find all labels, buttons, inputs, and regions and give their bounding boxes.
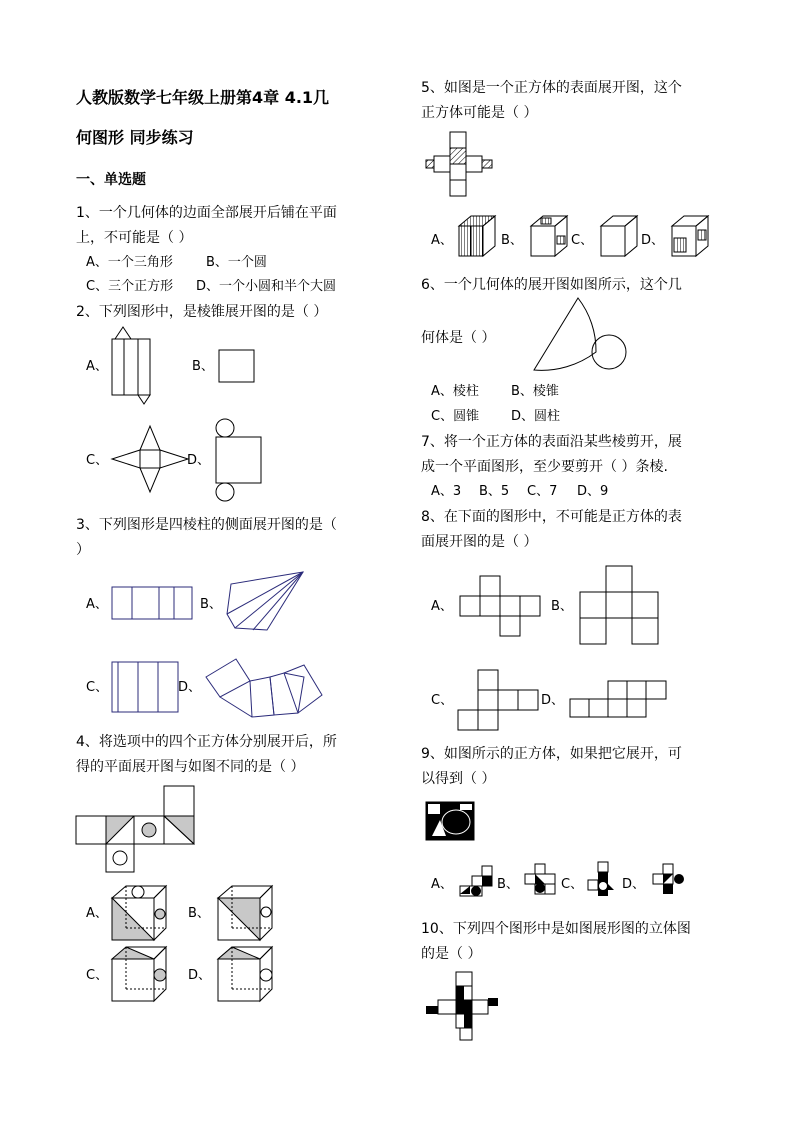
q10-net-figure [424, 970, 506, 1044]
q9-label-b[interactable]: B、 [497, 877, 519, 892]
q7-option-c[interactable]: C、7 [527, 484, 558, 499]
q5-option-d-cube [668, 214, 712, 260]
q3-label-a[interactable]: A、 [86, 597, 108, 612]
q3-figure-d [202, 655, 326, 721]
q2-text: 2、下列图形中，是棱锥展开图的是（ ） [76, 304, 328, 320]
section-heading: 一、单选题 [76, 172, 146, 188]
q4-option-b-cube [214, 884, 276, 944]
q4-label-a[interactable]: A、 [86, 906, 108, 921]
q3-label-d[interactable]: D、 [178, 680, 202, 695]
q9-option-d-net [649, 862, 689, 898]
q5-net-figure [424, 130, 496, 198]
q5-label-d[interactable]: D、 [641, 233, 665, 248]
doc-title-line1: 人教版数学七年级上册第4章 4.1几 [76, 88, 330, 107]
q5-option-c-cube [597, 214, 641, 260]
q1-option-a[interactable]: A、一个三角形 [86, 255, 173, 270]
q9-option-a-net [458, 864, 494, 898]
q3-figure-a [110, 585, 195, 621]
q2-figure-b [218, 349, 258, 385]
q6-option-c[interactable]: C、圆锥 [431, 409, 480, 424]
q9-option-b-net [523, 862, 559, 898]
q6-text-line1: 6、一个几何体的展开图如图所示，这个几 [421, 277, 682, 293]
q8-text-line1: 8、在下面的图形中，不可能是正方体的表 [421, 509, 682, 525]
q2-figure-c [110, 424, 192, 496]
q3-figure-c [110, 660, 180, 714]
q7-option-b[interactable]: B、5 [479, 484, 510, 499]
q1-option-d[interactable]: D、一个小圆和半个大圆 [196, 279, 337, 294]
q7-text-line2: 成一个平面图形，至少要剪开（ ）条棱. [421, 459, 668, 475]
q2-label-a[interactable]: A、 [86, 359, 108, 374]
q6-net-figure [530, 294, 630, 378]
q4-text-line1: 4、将选项中的四个正方体分别展开后，所 [76, 734, 337, 750]
doc-title-line2: 何图形 同步练习 [76, 128, 194, 147]
q8-figure-a [458, 574, 544, 638]
q4-label-c[interactable]: C、 [86, 968, 109, 983]
q4-label-b[interactable]: B、 [188, 906, 210, 921]
q4-text-line2: 得的平面展开图与如图不同的是（ ） [76, 759, 305, 775]
q9-label-d[interactable]: D、 [622, 877, 646, 892]
q3-text-line1: 3、下列图形是四棱柱的侧面展开图的是（ [76, 517, 337, 533]
q3-text-line2: ） [76, 542, 90, 558]
q5-label-c[interactable]: C、 [571, 233, 594, 248]
q5-text-line2: 正方体可能是（ ） [421, 105, 538, 121]
q4-net-figure [74, 784, 198, 874]
q8-text-line2: 面展开图的是（ ） [421, 534, 538, 550]
q5-text-line1: 5、如图是一个正方体的表面展开图，这个 [421, 80, 682, 96]
q1-option-b[interactable]: B、一个圆 [206, 255, 267, 270]
q8-label-c[interactable]: C、 [431, 693, 454, 708]
q8-label-d[interactable]: D、 [541, 693, 565, 708]
q4-option-c-cube [108, 945, 170, 1005]
q2-figure-d [212, 418, 264, 504]
q2-figure-a [110, 325, 155, 407]
q3-label-b[interactable]: B、 [200, 597, 222, 612]
q5-label-b[interactable]: B、 [501, 233, 523, 248]
q7-text-line1: 7、将一个正方体的表面沿某些棱剪开，展 [421, 434, 682, 450]
q8-figure-b [578, 564, 660, 646]
q9-text-line2: 以得到（ ） [421, 771, 496, 787]
q2-label-b[interactable]: B、 [192, 359, 214, 374]
q7-option-a[interactable]: A、3 [431, 484, 462, 499]
q6-option-d[interactable]: D、圆柱 [511, 409, 561, 424]
q9-label-a[interactable]: A、 [431, 877, 453, 892]
q5-option-a-cube [455, 214, 499, 260]
q9-label-c[interactable]: C、 [561, 877, 584, 892]
q9-cube-figure [424, 800, 478, 842]
q8-figure-c [456, 668, 542, 734]
q4-label-d[interactable]: D、 [188, 968, 212, 983]
q2-label-c[interactable]: C、 [86, 453, 109, 468]
q4-option-a-cube [108, 884, 170, 944]
q9-option-c-net [586, 860, 616, 900]
q8-figure-d [568, 679, 670, 723]
q6-option-a[interactable]: A、棱柱 [431, 384, 479, 399]
q6-text-line2: 何体是（ ） [421, 330, 496, 346]
q10-text-line1: 10、下列四个图形中是如图展形图的立体图 [421, 921, 691, 937]
q5-option-b-cube [527, 214, 571, 260]
q1-text-line2: 上，不可能是（ ） [76, 230, 193, 246]
q4-option-d-cube [214, 945, 276, 1005]
q10-text-line2: 的是（ ） [421, 946, 482, 962]
q9-text-line1: 9、如图所示的正方体，如果把它展开，可 [421, 746, 682, 762]
q1-text-line1: 1、一个几何体的边面全部展开后铺在平面 [76, 205, 337, 221]
q8-label-a[interactable]: A、 [431, 599, 453, 614]
q7-option-d[interactable]: D、9 [577, 484, 609, 499]
q3-label-c[interactable]: C、 [86, 680, 109, 695]
q8-label-b[interactable]: B、 [551, 599, 573, 614]
q1-option-c[interactable]: C、三个正方形 [86, 279, 174, 294]
q5-label-a[interactable]: A、 [431, 233, 453, 248]
q2-label-d[interactable]: D、 [187, 453, 211, 468]
q6-option-b[interactable]: B、棱锥 [511, 384, 559, 399]
q3-figure-b [225, 570, 307, 634]
